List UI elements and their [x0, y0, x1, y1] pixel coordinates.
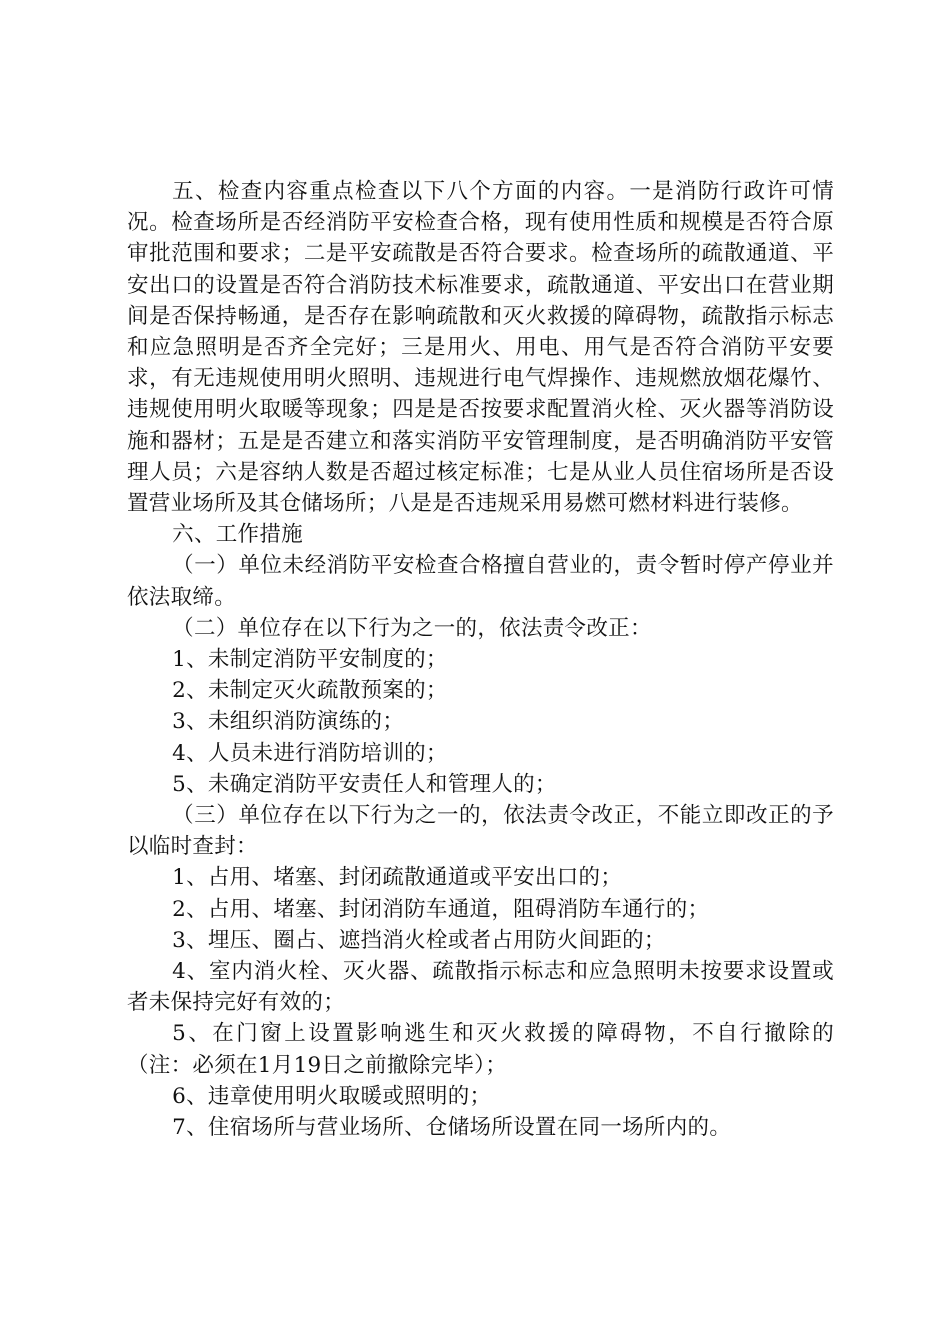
paragraph-inspection-content: 五、检查内容重点检查以下八个方面的内容。一是消防行政许可情况。检查场所是否经消防平安检查合格，现有使用性质和规模是否符合原审批范围和要求；二是平安疏散是否符合要求。检查场所的疏散通道、平安出口的设置是否符合消防技术标准要求，疏散通道、平安出口在营业期间是否保持畅通，是否存在影响疏散和灭火救援的障碍物，疏散指示标志和应急照明是否齐全完好；三是用火、用电、用气是否符合消防平安要求，有无违规使用明火照明、违规进行电气焊操作、违规燃放烟花爆竹、违规使用明火取暖等现象；四是是否按要求配置消火栓、灭火器等消防设施和器材；五是是否建立和落实消防平安管理制度，是否明确消防平安管理人员；六是容纳人数是否超过核定标准；七是从业人员住宿场所是否设置营业场所及其仓储场所；八是是否违规采用易燃可燃材料进行装修。 [127, 179, 834, 517]
measure-3-item-1: 1、占用、堵塞、封闭疏散通道或平安出口的； [172, 865, 623, 891]
measure-2-item-5: 5、未确定消防平安责任人和管理人的； [172, 771, 557, 797]
measure-2-item-1: 1、未制定消防平安制度的； [172, 647, 448, 673]
measure-3: （三）单位存在以下行为之一的，依法责令改正，不能立即改正的予以临时查封： [127, 803, 834, 860]
document-body [127, 176, 834, 1143]
measure-2-item-3: 3、未组织消防演练的； [172, 709, 405, 735]
measure-1: （一）单位未经消防平安检查合格擅自营业的，责令暂时停产停业并依法取缔。 [127, 553, 834, 610]
measure-2: （二）单位存在以下行为之一的，依法责令改正： [172, 615, 652, 641]
heading-work-measures: 六、工作措施 [172, 522, 303, 548]
measure-3-item-4: 4、室内消火栓、灭火器、疏散指示标志和应急照明未按要求设置或者未保持完好有效的； [127, 959, 834, 1016]
measure-3-item-5: 5、在门窗上设置影响逃生和灭火救援的障碍物，不自行撤除的（注：必须在1月19日之前撤除完毕）； [127, 1021, 834, 1078]
measure-3-item-6: 6、违章使用明火取暖或照明的； [172, 1083, 492, 1109]
measure-2-item-4: 4、人员未进行消防培训的； [172, 740, 448, 766]
measure-3-item-7: 7、住宿场所与营业场所、仓储场所设置在同一场所内的。 [172, 1115, 732, 1141]
measure-3-item-3: 3、埋压、圈占、遮挡消火栓或者占用防火间距的； [172, 927, 666, 953]
measure-2-item-2: 2、未制定灭火疏散预案的； [172, 678, 448, 704]
measure-3-item-2: 2、占用、堵塞、封闭消防车通道，阻碍消防车通行的； [172, 896, 710, 922]
